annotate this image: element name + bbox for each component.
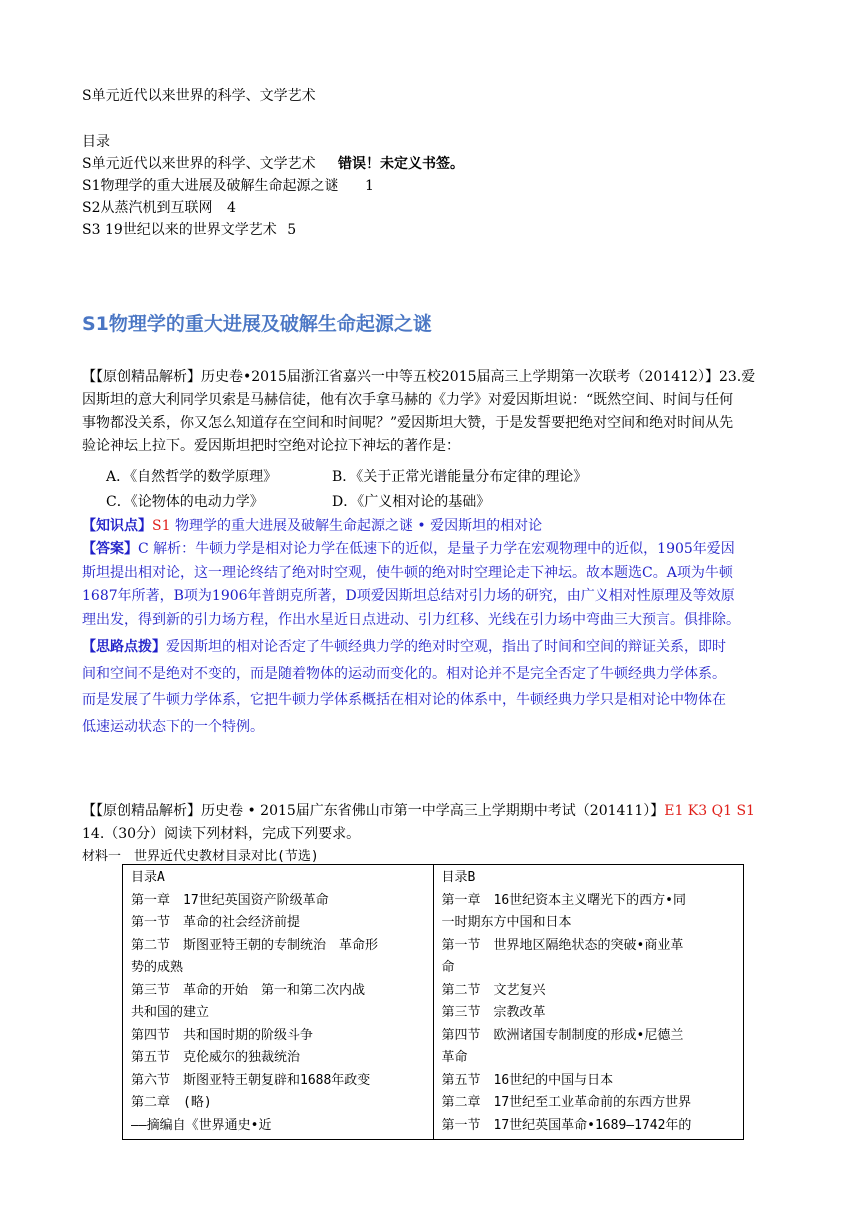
toc-entry-text: S单元近代以来世界的科学、文学艺术 [82,156,316,172]
table-line: 第三节 宗教改革 [441,1005,546,1020]
table-line: 第二章 17世纪至工业革命前的东西方世界 [441,1095,692,1110]
table-line: 第三节 革命的开始 第一和第二次内战 [131,982,366,998]
table-line: 第二节 斯图亚特王朝的专制统治 革命形 [131,937,379,953]
table-line: 第六节 斯图亚特王朝复辟和1688年政变 [131,1072,371,1088]
table-line: 势的成熟 [131,960,184,975]
question-1-stem-start: 爱 [741,369,756,385]
toc-b-cell [433,865,744,1140]
question-2-tags: E1 K3 Q1 S1 [664,803,755,819]
table-line: 一时期东方中国和日本 [441,915,572,930]
section-heading: S1物理学的重大进展及破解生命起源之谜 [82,313,432,335]
toc-entry-page: 1 [364,178,374,194]
knowledge-point [82,515,788,538]
table-line: 第二节 文艺复兴 [441,982,546,998]
knowledge-point-text: 物理学的重大进展及破解生命起源之谜 • 爱因斯坦的相对论 [170,518,543,534]
toc-entry-text: S1物理学的重大进展及破解生命起源之谜 [82,178,339,194]
toc-entry[interactable] [82,176,374,196]
answer-line: 斯坦提出相对论，这一理论终结了绝对时空观，使牛顿的绝对时空理论走下神坛。故本题选C。A项为牛顿 [82,564,733,581]
toc-comparison-table [122,864,744,1140]
table-line: 共和国的建立 [131,1005,210,1020]
table-line: 第五节 克伦威尔的独裁统治 [131,1050,301,1065]
question-1-stem-line: 因斯坦的意大利同学贝索是马赫信徒，他有次手拿马赫的《力学》对爱因斯坦说：“既然空间、时间与任何 [82,392,734,408]
tips-line: 间和空间不是绝对不变的，而是随着物体的运动而变化的。相对论并不是完全否定了牛顿经典力学体系。 [82,665,726,682]
knowledge-point-label: 【知识点】 [82,518,152,534]
knowledge-point-code: S1 [152,518,171,534]
table-row [123,865,744,1140]
answer-label: 【答案】 [82,541,138,557]
option-b: B．《关于正常光谱能量分布定律的理论》 [332,469,588,485]
tips-line: 爱因斯坦的相对论否定了牛顿经典力学的绝对时空观，指出了时间和空间的辩证关系，即时 [166,639,726,655]
table-line: 第四节 欧洲诸国专制制度的形成•尼德兰 [441,1027,684,1043]
table-line: 目录A [131,870,165,885]
option-a: A．《自然哲学的数学原理》 [106,469,278,485]
answer-line: 1687年所著，B项为1906年普朗克所著，D项爱因斯坦总结对引力场的研究，由广义相对性原理及等效原 [82,588,735,604]
material-label: 材料一 世界近代史教材目录对比(节选) [82,849,319,864]
question-2-number: 14.（30分）阅读下列材料，完成下列要求。 [82,826,361,842]
table-line: ——摘编自《世界通史•近 [131,1117,272,1133]
toc-entry-page: 4 [226,200,236,216]
document-title: S单元近代以来世界的科学、文学艺术 [82,88,316,104]
table-line: 第二章 (略) [131,1095,212,1110]
tips-line: 而是发展了牛顿力学体系，它把牛顿力学体系概括在相对论的体系中，牛顿经典力学只是相对论中物体在 [82,692,726,708]
toc-entry-text: S3 19世纪以来的世界文学艺术 [82,222,277,238]
table-line: 第五节 16世纪的中国与日本 [441,1072,614,1088]
toc-entry-page: 错误！未定义书签。 [338,156,465,172]
question-1-stem-line: 事物都没关系，你又怎么知道存在空间和时间呢？”爱因斯坦大赞，于是发誓要把绝对空间和绝对时间从先 [82,415,734,431]
toc-entry[interactable] [82,198,236,218]
toc-a-cell [123,865,434,1140]
question-2-source [82,800,755,820]
tips-block [82,634,788,740]
toc-entry-page: 5 [287,222,297,238]
option-d: D．《广义相对论的基础》 [332,494,491,510]
table-line: 第一节 革命的社会经济前提 [131,915,301,930]
table-line: 第一章 16世纪资本主义曙光下的西方•同 [441,892,686,908]
table-line: 第一节 17世纪英国革命•1689—1742年的 [441,1117,692,1133]
question-1-stem [82,366,788,458]
table-line: 目录B [441,870,476,885]
toc-heading: 目录 [82,134,110,150]
table-line: 第一节 世界地区隔绝状态的突破•商业革 [441,937,684,953]
answer-line: C 解析：牛顿力学是相对论力学在低速下的近似，是量子力学在宏观物理中的近似，1905年爱因 [138,541,735,557]
table-line: 命 [441,960,455,975]
table-line: 第四节 共和国时期的阶级斗争 [131,1027,314,1043]
tips-label: 【思路点拨】 [82,639,166,655]
question-2-source-text: 【【原创精品解析】历史卷 • 2015届广东省佛山市第一中学高三上学期期中考试（201411）】 [82,803,665,819]
option-c: C．《论物体的电动力学》 [106,494,264,510]
table-line: 第一章 17世纪英国资产阶级革命 [131,892,329,908]
answer-line: 理出发，得到新的引力场方程，作出水星近日点进动、引力红移、光线在引力场中弯曲三大预言。俱排除。 [82,611,740,628]
tips-line: 低速运动状态下的一个特例。 [82,718,264,735]
toc-entry-text: S2从蒸汽机到互联网 [82,200,213,216]
table-line: 革命 [441,1050,468,1065]
question-1-stem-line: 验论神坛上拉下。爱因斯坦把时空绝对论拉下神坛的著作是： [82,438,460,454]
toc-entry[interactable] [82,220,296,240]
toc-entry[interactable] [82,154,464,174]
answer-block [82,538,788,632]
question-1-source: 【【原创精品解析】历史卷•2015届浙江省嘉兴一中等五校2015届高三上学期第一次联考（201412）】23. [82,369,742,385]
